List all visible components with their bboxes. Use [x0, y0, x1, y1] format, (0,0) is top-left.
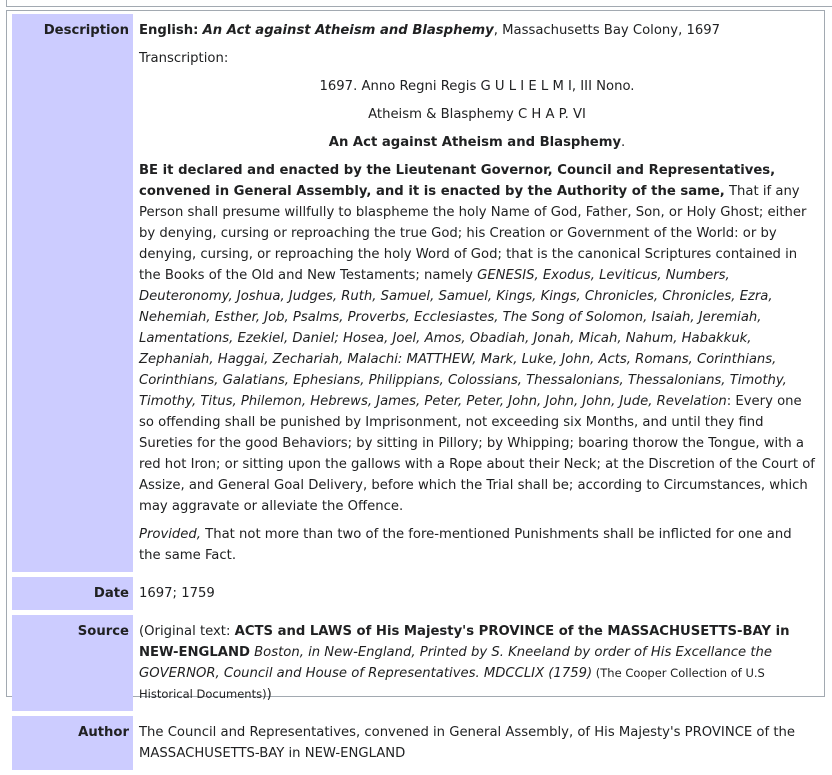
file-information-table: [12, 9, 821, 775]
punishment-text: : Every one so offending shall be punished by Imprisonment, not exceeding six Months, and until they find Sureties for the good Behaviors; by sitting in Pillory; by Whipping; boaring thorow the Tongue, with a red hot Iron; or sitting upon the gallows with a Rope about their Neck; at the Discretion of the Court of Assize, and General Goal Delivery, before which the Trial shall be; according to Circumstances, which may aggravate or alleviate the Offence.: [139, 394, 815, 514]
source-value: [133, 615, 821, 711]
act-title-period: .: [621, 135, 626, 150]
date-value: 1697; 1759: [139, 586, 215, 601]
work-title: An Act against Atheism and Blasphemy: [202, 23, 494, 38]
proviso-text: That not more than two of the fore-mentioned Punishments shall be inflicted for one and the same Fact.: [139, 527, 792, 563]
transcription-heading-1: 1697. Anno Regni Regis G U L I E L M I, III Nono.: [319, 79, 635, 94]
description-value: [133, 14, 821, 572]
source-close: ): [266, 687, 272, 702]
description-row: [12, 14, 821, 572]
proviso-paragraph: [139, 524, 815, 566]
date-label: Date: [12, 577, 133, 610]
body-text: That if any Person shall presume willfully to blaspheme the holy Name of God, Father, Son, or Holy Ghost; either by denying, cursing or reproaching the true God; his Creation or Government of the World: or by denying, cursing, or reproaching the holy Word of God; that is the canonical Scriptures contained in the Books of the Old and New Testaments; namely: [139, 184, 807, 283]
transcription-label: Transcription:: [139, 51, 229, 66]
source-label: Source: [12, 615, 133, 711]
previous-section-border: [6, 0, 832, 7]
transcription-heading-3: [139, 132, 815, 153]
author-value: The Council and Representatives, convened in General Assembly, of His Majesty's PROVINCE of the MASSACHUSETTS-BAY in NEW-ENGLAND: [139, 725, 795, 761]
enactment-clause: BE it declared and enacted by the Lieutenant Governor, Council and Representatives, convened in General Assembly, and it is enacted by the Authority of the same,: [139, 163, 776, 199]
description-title-line: [139, 20, 815, 41]
source-open: (Original text:: [139, 624, 235, 639]
work-title-details: , Massachusetts Bay Colony, 1697: [493, 23, 721, 38]
source-imprint: Boston, in New-England, Printed by S. Kneeland by order of His Excellance the GOVERNOR, Council and House of Representatives. MDCCLIX (1759): [139, 645, 772, 681]
transcription-heading-2: Atheism & Blasphemy C H A P. VI: [368, 107, 586, 122]
source-book-title: ACTS and LAWS of His Majesty's PROVINCE of the MASSACHUSETTS-BAY in NEW-ENGLAND: [139, 624, 790, 660]
act-title: An Act against Atheism and Blasphemy: [328, 135, 622, 150]
date-row: [12, 577, 821, 610]
source-collection: (The Cooper Collection of U.S Historical Documents): [139, 666, 765, 701]
books-list: GENESIS, Exodus, Leviticus, Numbers, Deuteronomy, Joshua, Judges, Ruth, Samuel, Samuel, Kings, Kings, Chronicles, Chronicles, Ezra, Nehemiah, Esther, Job, Psalms, Proverbs, Ecclesiastes, The Song of Solomon, Isaiah, Jeremiah, Lamentations, Ezekiel, Daniel; Hosea, Joel, Amos, Obadiah, Jonah, Micah, Nahum, Habakkuk, Zephaniah, Haggai, Zechariah, Malachi: MATTHEW, Mark, Luke, John, Acts, Romans, Corinthians, Corinthians, Galatians, Ephesians, Philippians, Colossians, Thessalonians, Thessalonians, Timothy, Timothy, Titus, Philemon, Hebrews, James, Peter, Peter, John, John, John, Jude, Revelation: [139, 268, 787, 409]
author-label: Author: [12, 716, 133, 770]
transcription-body: [139, 160, 815, 517]
proviso-word: Provided,: [139, 527, 201, 542]
language-label: English:: [139, 23, 199, 38]
description-label: Description: [12, 14, 133, 572]
author-row: [12, 716, 821, 770]
source-row: [12, 615, 821, 711]
